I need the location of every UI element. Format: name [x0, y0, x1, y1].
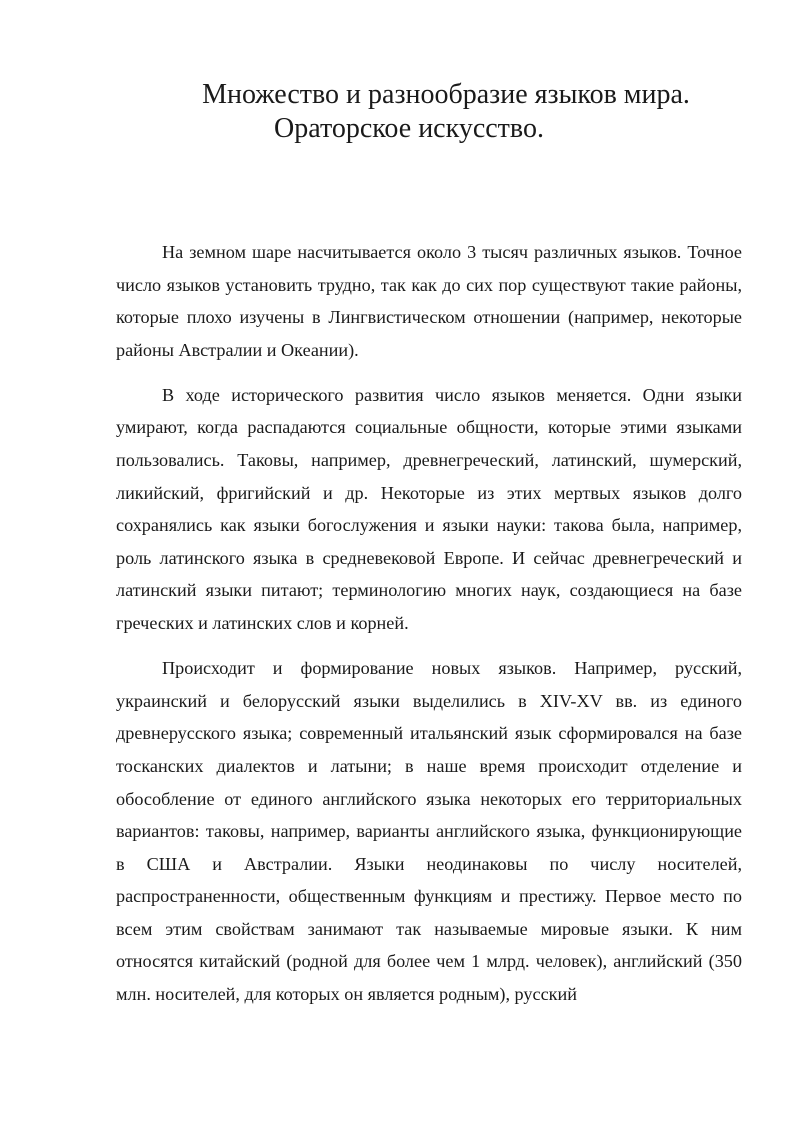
title-line-2: Ораторское искусство. [274, 113, 544, 144]
paragraph-1: На земном шаре насчитывается около 3 тысяч различных языков. Точное число языков установить трудно, так как до сих пор существуют такие районы, которые плохо изучены в Лингвистическом отношении (например, некоторые районы Австралии и Океании). [116, 242, 742, 360]
paragraph-3: Происходит и формирование новых языков. Например, русский, украинский и белорусский языки выделились в XIV-XV вв. из единого древнерусского языка; современный итальянский язык сформировался на базе тосканских диалектов и латыни; в наше время происходит отделение и обособление от единого английского языка некоторых его территориальных вариантов: таковы, например, варианты английского языка, функционирующие в США и Австралии. Языки неодинаковы по числу носителей, распространенности, общественным функциям и престижу. Первое место по всем этим свойствам занимают так называемые мировые языки. К ним относятся китайский (родной для более чем 1 млрд. человек), английский (350 млн. носителей, для которых он является родным), русский [116, 658, 742, 1005]
paragraph-2: В ходе исторического развития число языков меняется. Одни языки умирают, когда распадаются социальные общности, которые этими языками пользовались. Таковы, например, древнегреческий, латинский, шумерский, ликийский, фригийский и др. Некоторые из этих мертвых языков долго сохранялись как языки богослужения и языки науки: такова была, например, роль латинского языка в средневековой Европе. И сейчас древнегреческий и латинский языки питают; терминологию многих наук, создающиеся на базе греческих и латинских слов и корней. [116, 384, 742, 634]
document-body [116, 236, 742, 1023]
title-line-1: Множество и разнообразие языков мира. [202, 79, 690, 110]
document-title [116, 78, 742, 146]
